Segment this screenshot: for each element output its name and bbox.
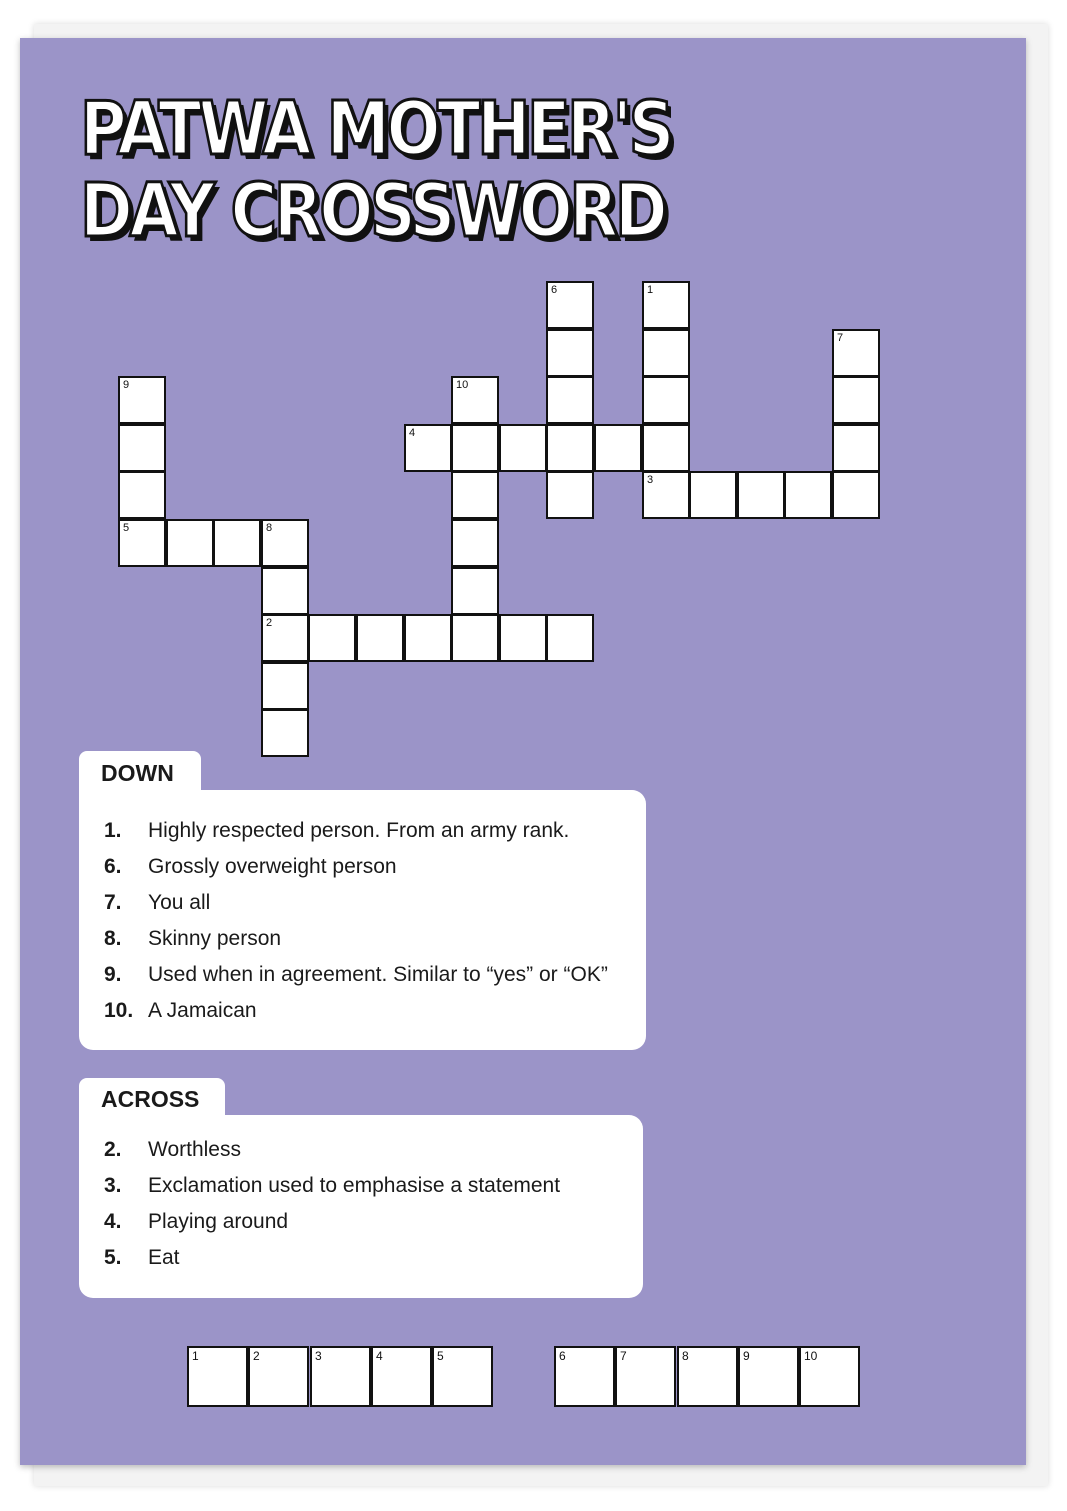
grid-cell[interactable]	[642, 376, 690, 424]
grid-cell[interactable]	[451, 424, 499, 472]
down-clues-panel	[79, 790, 646, 1050]
grid-cell[interactable]	[832, 376, 880, 424]
grid-cell[interactable]	[308, 614, 356, 662]
clue-text: A Jamaican	[148, 999, 257, 1022]
clue-text: Highly respected person. From an army rank.	[148, 819, 570, 842]
clue-number: 10.	[104, 999, 134, 1022]
cell-number: 5	[123, 522, 130, 534]
answer-box-number: 4	[376, 1349, 383, 1363]
clue-number: 2.	[104, 1138, 122, 1161]
answer-box[interactable]	[432, 1346, 493, 1407]
cell-number: 1	[647, 284, 654, 296]
clue-item	[104, 963, 608, 987]
clue-item	[104, 927, 281, 951]
grid-cell[interactable]	[642, 329, 690, 377]
answer-box-number: 8	[682, 1349, 689, 1363]
grid-cell[interactable]	[261, 662, 309, 710]
answer-box[interactable]	[799, 1346, 860, 1407]
answer-box[interactable]	[554, 1346, 615, 1407]
grid-cell[interactable]	[451, 519, 499, 567]
grid-cell[interactable]	[689, 471, 737, 519]
grid-cell[interactable]	[451, 471, 499, 519]
grid-cell[interactable]	[404, 614, 452, 662]
grid-cell[interactable]	[166, 519, 214, 567]
grid-cell[interactable]	[784, 471, 832, 519]
clue-text: You all	[148, 891, 211, 914]
cell-number: 8	[266, 522, 273, 534]
clue-number: 8.	[104, 927, 122, 950]
grid-cell[interactable]	[642, 471, 690, 519]
grid-cell[interactable]	[642, 424, 690, 472]
cell-number: 3	[647, 474, 654, 486]
grid-cell[interactable]	[594, 424, 642, 472]
clue-item	[104, 1174, 560, 1198]
title-line-1: PATWA MOTHER'S	[80, 86, 672, 172]
clue-number: 3.	[104, 1174, 122, 1197]
answer-box[interactable]	[738, 1346, 799, 1407]
cell-number: 9	[123, 379, 130, 391]
grid-cell[interactable]	[832, 424, 880, 472]
across-heading: ACROSS	[79, 1078, 225, 1128]
grid-cell[interactable]	[832, 471, 880, 519]
cell-number: 6	[551, 284, 558, 296]
grid-cell[interactable]	[261, 567, 309, 615]
grid-cell[interactable]	[118, 519, 166, 567]
clue-text: Skinny person	[148, 927, 282, 950]
grid-cell[interactable]	[499, 424, 547, 472]
answer-box-number: 3	[315, 1349, 322, 1363]
clue-text: Playing around	[148, 1210, 289, 1233]
grid-cell[interactable]	[546, 471, 594, 519]
answer-box[interactable]	[677, 1346, 738, 1407]
clue-text: Grossly overweight person	[148, 855, 397, 878]
answer-box[interactable]	[310, 1346, 371, 1407]
clue-number: 1.	[104, 819, 122, 842]
grid-cell[interactable]	[546, 281, 594, 329]
clue-item	[104, 1138, 241, 1162]
answer-box-number: 1	[192, 1349, 199, 1363]
answer-box-number: 9	[743, 1349, 750, 1363]
answer-box-number: 2	[253, 1349, 260, 1363]
grid-cell[interactable]	[546, 329, 594, 377]
grid-cell[interactable]	[261, 709, 309, 757]
grid-cell[interactable]	[546, 376, 594, 424]
grid-cell[interactable]	[737, 471, 785, 519]
clue-item	[104, 819, 569, 843]
grid-cell[interactable]	[118, 376, 166, 424]
grid-cell[interactable]	[356, 614, 404, 662]
grid-cell[interactable]	[451, 376, 499, 424]
grid-cell[interactable]	[261, 614, 309, 662]
clue-text: Used when in agreement. Similar to “yes” or “OK”	[148, 963, 608, 986]
cell-number: 4	[409, 427, 416, 439]
clue-number: 9.	[104, 963, 122, 986]
cell-number: 2	[266, 617, 273, 629]
grid-cell[interactable]	[404, 424, 452, 472]
grid-cell[interactable]	[213, 519, 261, 567]
cell-number: 7	[837, 332, 844, 344]
answer-box[interactable]	[615, 1346, 676, 1407]
grid-cell[interactable]	[118, 471, 166, 519]
down-heading: DOWN	[79, 751, 201, 803]
clue-text: Exclamation used to emphasise a statement	[148, 1174, 561, 1197]
grid-cell[interactable]	[832, 329, 880, 377]
page-title	[80, 88, 671, 252]
answer-box[interactable]	[248, 1346, 309, 1407]
answer-box-number: 10	[804, 1349, 818, 1363]
grid-cell[interactable]	[546, 424, 594, 472]
answer-box[interactable]	[371, 1346, 432, 1407]
clue-item	[104, 1210, 288, 1234]
clue-item	[104, 999, 257, 1023]
grid-cell[interactable]	[642, 281, 690, 329]
answer-box-number: 5	[437, 1349, 444, 1363]
grid-cell[interactable]	[451, 614, 499, 662]
clue-item	[104, 891, 210, 915]
clue-item	[104, 855, 397, 879]
grid-cell[interactable]	[118, 424, 166, 472]
answer-box[interactable]	[187, 1346, 248, 1407]
grid-cell[interactable]	[451, 567, 499, 615]
title-line-2: DAY CROSSWORD	[80, 168, 665, 254]
clue-number: 6.	[104, 855, 122, 878]
clue-number: 7.	[104, 891, 122, 914]
cell-number: 10	[456, 379, 469, 391]
across-clues-panel	[79, 1115, 643, 1298]
grid-cell[interactable]	[261, 519, 309, 567]
grid-cell[interactable]	[499, 614, 547, 662]
answer-box-number: 6	[559, 1349, 566, 1363]
clue-number: 4.	[104, 1210, 122, 1233]
grid-cell[interactable]	[546, 614, 594, 662]
clue-text: Eat	[148, 1246, 180, 1269]
clue-item	[104, 1246, 180, 1270]
clue-number: 5.	[104, 1246, 122, 1269]
clue-text: Worthless	[148, 1138, 241, 1161]
answer-box-number: 7	[620, 1349, 627, 1363]
